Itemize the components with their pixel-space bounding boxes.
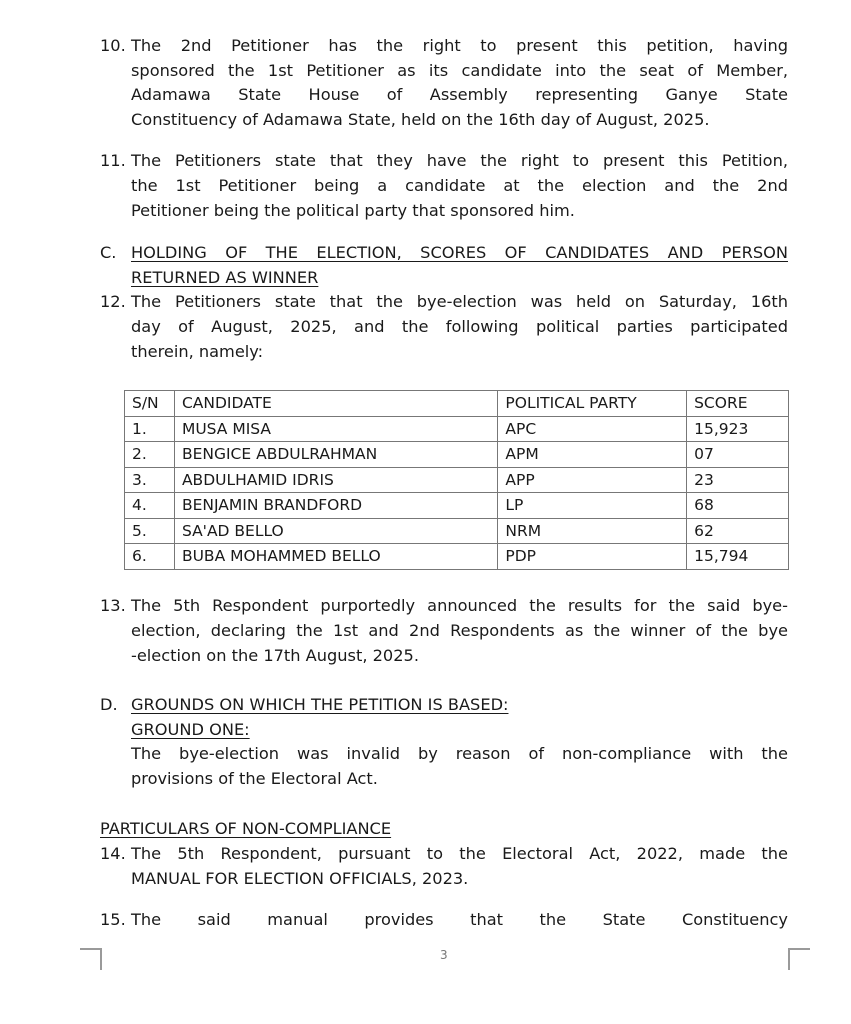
cell-score: 23 [687,467,789,493]
results-table [124,390,789,570]
text-line: sponsored the 1st Petitioner as its candidate into the seat of Member, [131,61,788,80]
page-corner-mark-right [788,948,810,970]
cell-sn: 3. [125,467,175,493]
cell-party: LP [498,493,687,519]
text-line: MANUAL FOR ELECTION OFFICIALS, 2023. [131,869,469,888]
text-line: the 1st Petitioner being a candidate at the election and the 2nd [131,176,788,195]
table-header-row [125,391,789,417]
text-line: election, declaring the 1st and 2nd Respondents as the winner of the bye [131,621,788,640]
text-line: day of August, 2025, and the following political parties participated [131,317,788,336]
paragraph-number: 12. [100,292,126,311]
header-sn: S/N [125,391,175,417]
text-line: The Petitioners state that the bye-election was held on Saturday, 16th [131,292,788,311]
cell-score: 07 [687,442,789,468]
paragraph-number: 13. [100,596,126,615]
text-line: The 2nd Petitioner has the right to present this petition, having [131,36,788,55]
text-line: provisions of the Electoral Act. [131,769,378,788]
table-row [125,493,789,519]
table-row [125,467,789,493]
cell-score: 62 [687,518,789,544]
cell-score: 68 [687,493,789,519]
section-letter: C. [100,243,117,262]
cell-candidate: BENJAMIN BRANDFORD [174,493,497,519]
heading-line: HOLDING OF THE ELECTION, SCORES OF CANDIDATES AND PERSON [131,243,788,262]
table-row [125,442,789,468]
cell-party: APP [498,467,687,493]
table-row [125,416,789,442]
page-number: 3 [440,948,448,962]
cell-sn: 4. [125,493,175,519]
paragraph-number: 14. [100,844,126,863]
section-d-heading: GROUNDS ON WHICH THE PETITION IS BASED: [131,695,509,714]
cell-sn: 6. [125,544,175,570]
cell-party: NRM [498,518,687,544]
paragraph-number: 10. [100,36,126,55]
paragraph-number: 15. [100,910,126,929]
table-row [125,544,789,570]
cell-sn: 2. [125,442,175,468]
text-line: Petitioner being the political party that sponsored him. [131,201,575,220]
text-line: Constituency of Adamawa State, held on the 16th day of August, 2025. [131,110,710,129]
particulars-heading: PARTICULARS OF NON-COMPLIANCE [100,819,392,838]
text-line: Adamawa State House of Assembly representing Ganye State [131,85,788,104]
cell-candidate: BENGICE ABDULRAHMAN [174,442,497,468]
section-letter: D. [100,695,118,714]
cell-sn: 5. [125,518,175,544]
ground-one-heading: GROUND ONE: [131,720,250,739]
paragraph-number: 11. [100,151,126,170]
cell-candidate: BUBA MOHAMMED BELLO [174,544,497,570]
cell-party: APM [498,442,687,468]
page-corner-mark-left [80,948,102,970]
text-line: The said manual provides that the State Constituency [131,910,788,929]
text-line: -election on the 17th August, 2025. [131,646,419,665]
cell-score: 15,923 [687,416,789,442]
cell-candidate: SA'AD BELLO [174,518,497,544]
table-row [125,518,789,544]
text-line: The bye-election was invalid by reason of non-compliance with the [131,744,788,763]
text-line: The 5th Respondent, pursuant to the Electoral Act, 2022, made the [131,844,788,863]
cell-sn: 1. [125,416,175,442]
cell-score: 15,794 [687,544,789,570]
text-line: The Petitioners state that they have the right to present this Petition, [131,151,788,170]
text-line: therein, namely: [131,342,264,361]
heading-line: RETURNED AS WINNER [131,268,319,287]
cell-candidate: ABDULHAMID IDRIS [174,467,497,493]
cell-party: APC [498,416,687,442]
header-candidate: CANDIDATE [174,391,497,417]
text-line: The 5th Respondent purportedly announced the results for the said bye- [131,596,788,615]
cell-candidate: MUSA MISA [174,416,497,442]
cell-party: PDP [498,544,687,570]
header-party: POLITICAL PARTY [498,391,687,417]
header-score: SCORE [687,391,789,417]
